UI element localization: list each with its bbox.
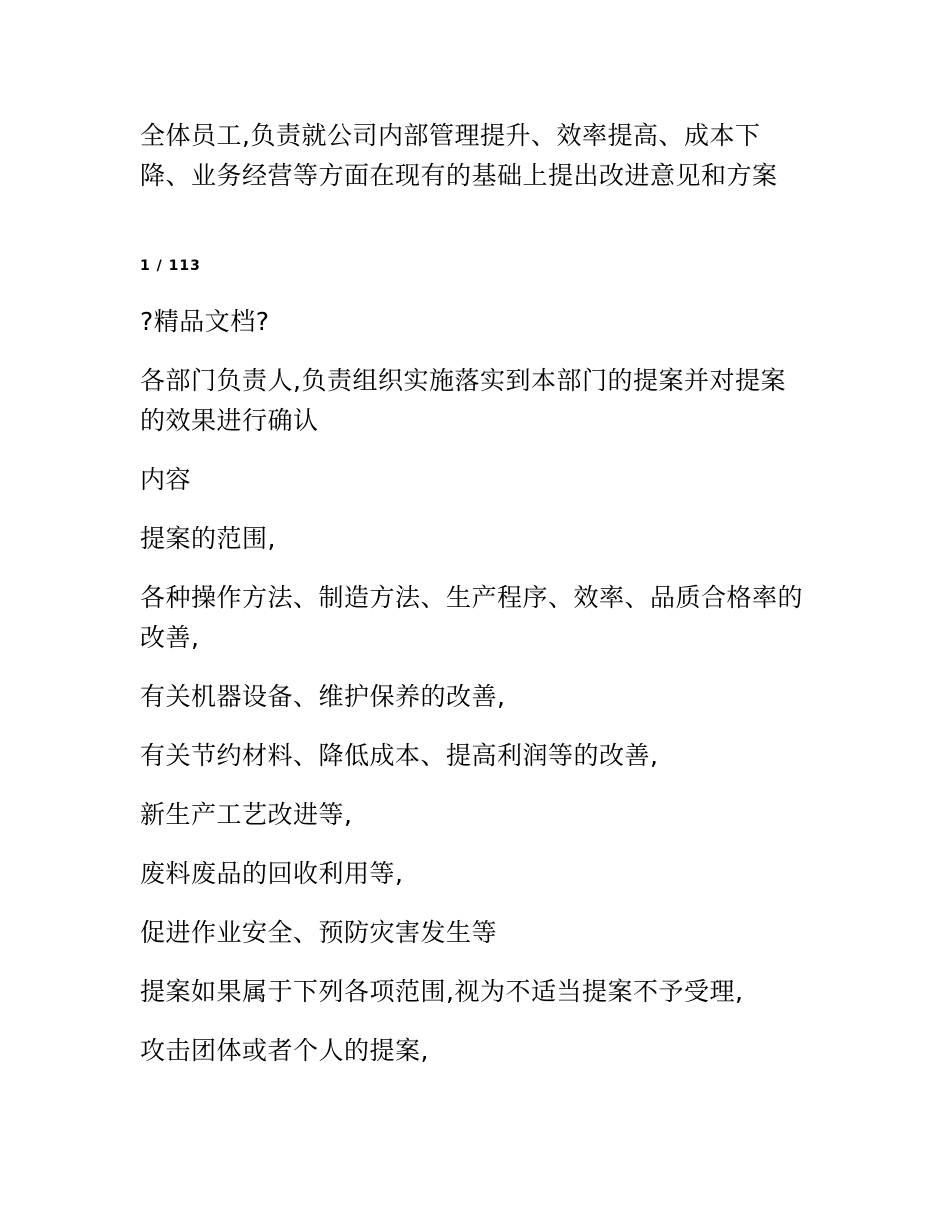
list-item-attacking-proposals: 攻击团体或者个人的提案, (140, 1036, 429, 1065)
list-item-process-improvement: 新生产工艺改进等, (140, 800, 353, 829)
section-heading-content: 内容 (140, 465, 192, 494)
list-item-operation-methods: 各种操作方法、制造方法、生产程序、效率、品质合格率的改善, (140, 583, 804, 652)
paragraph-dept-head-responsibility: 各部门负责人,负责组织实施落实到本部门的提案并对提案的效果进行确认 (140, 366, 786, 435)
paragraph-inappropriate-proposals: 提案如果属于下列各项范围,视为不适当提案不予受理, (140, 977, 744, 1006)
list-item-waste-recycling: 废料废品的回收利用等, (140, 859, 404, 888)
paragraph-doc-banner: ?精品文档? (140, 307, 270, 336)
list-item-machine-maintenance: 有关机器设备、维护保养的改善, (140, 682, 506, 711)
list-item-work-safety: 促进作业安全、预防灾害发生等 (140, 918, 498, 947)
list-item-cost-reduction: 有关节约材料、降低成本、提高利润等的改善, (140, 741, 659, 770)
page-number: 1 / 113 (140, 258, 201, 274)
paragraph-employee-responsibility: 全体员工,负责就公司内部管理提升、效率提高、成本下降、业务经营等方面在现有的基础上提出改进意见和方案 (140, 121, 778, 190)
paragraph-proposal-scope: 提案的范围, (140, 524, 276, 553)
